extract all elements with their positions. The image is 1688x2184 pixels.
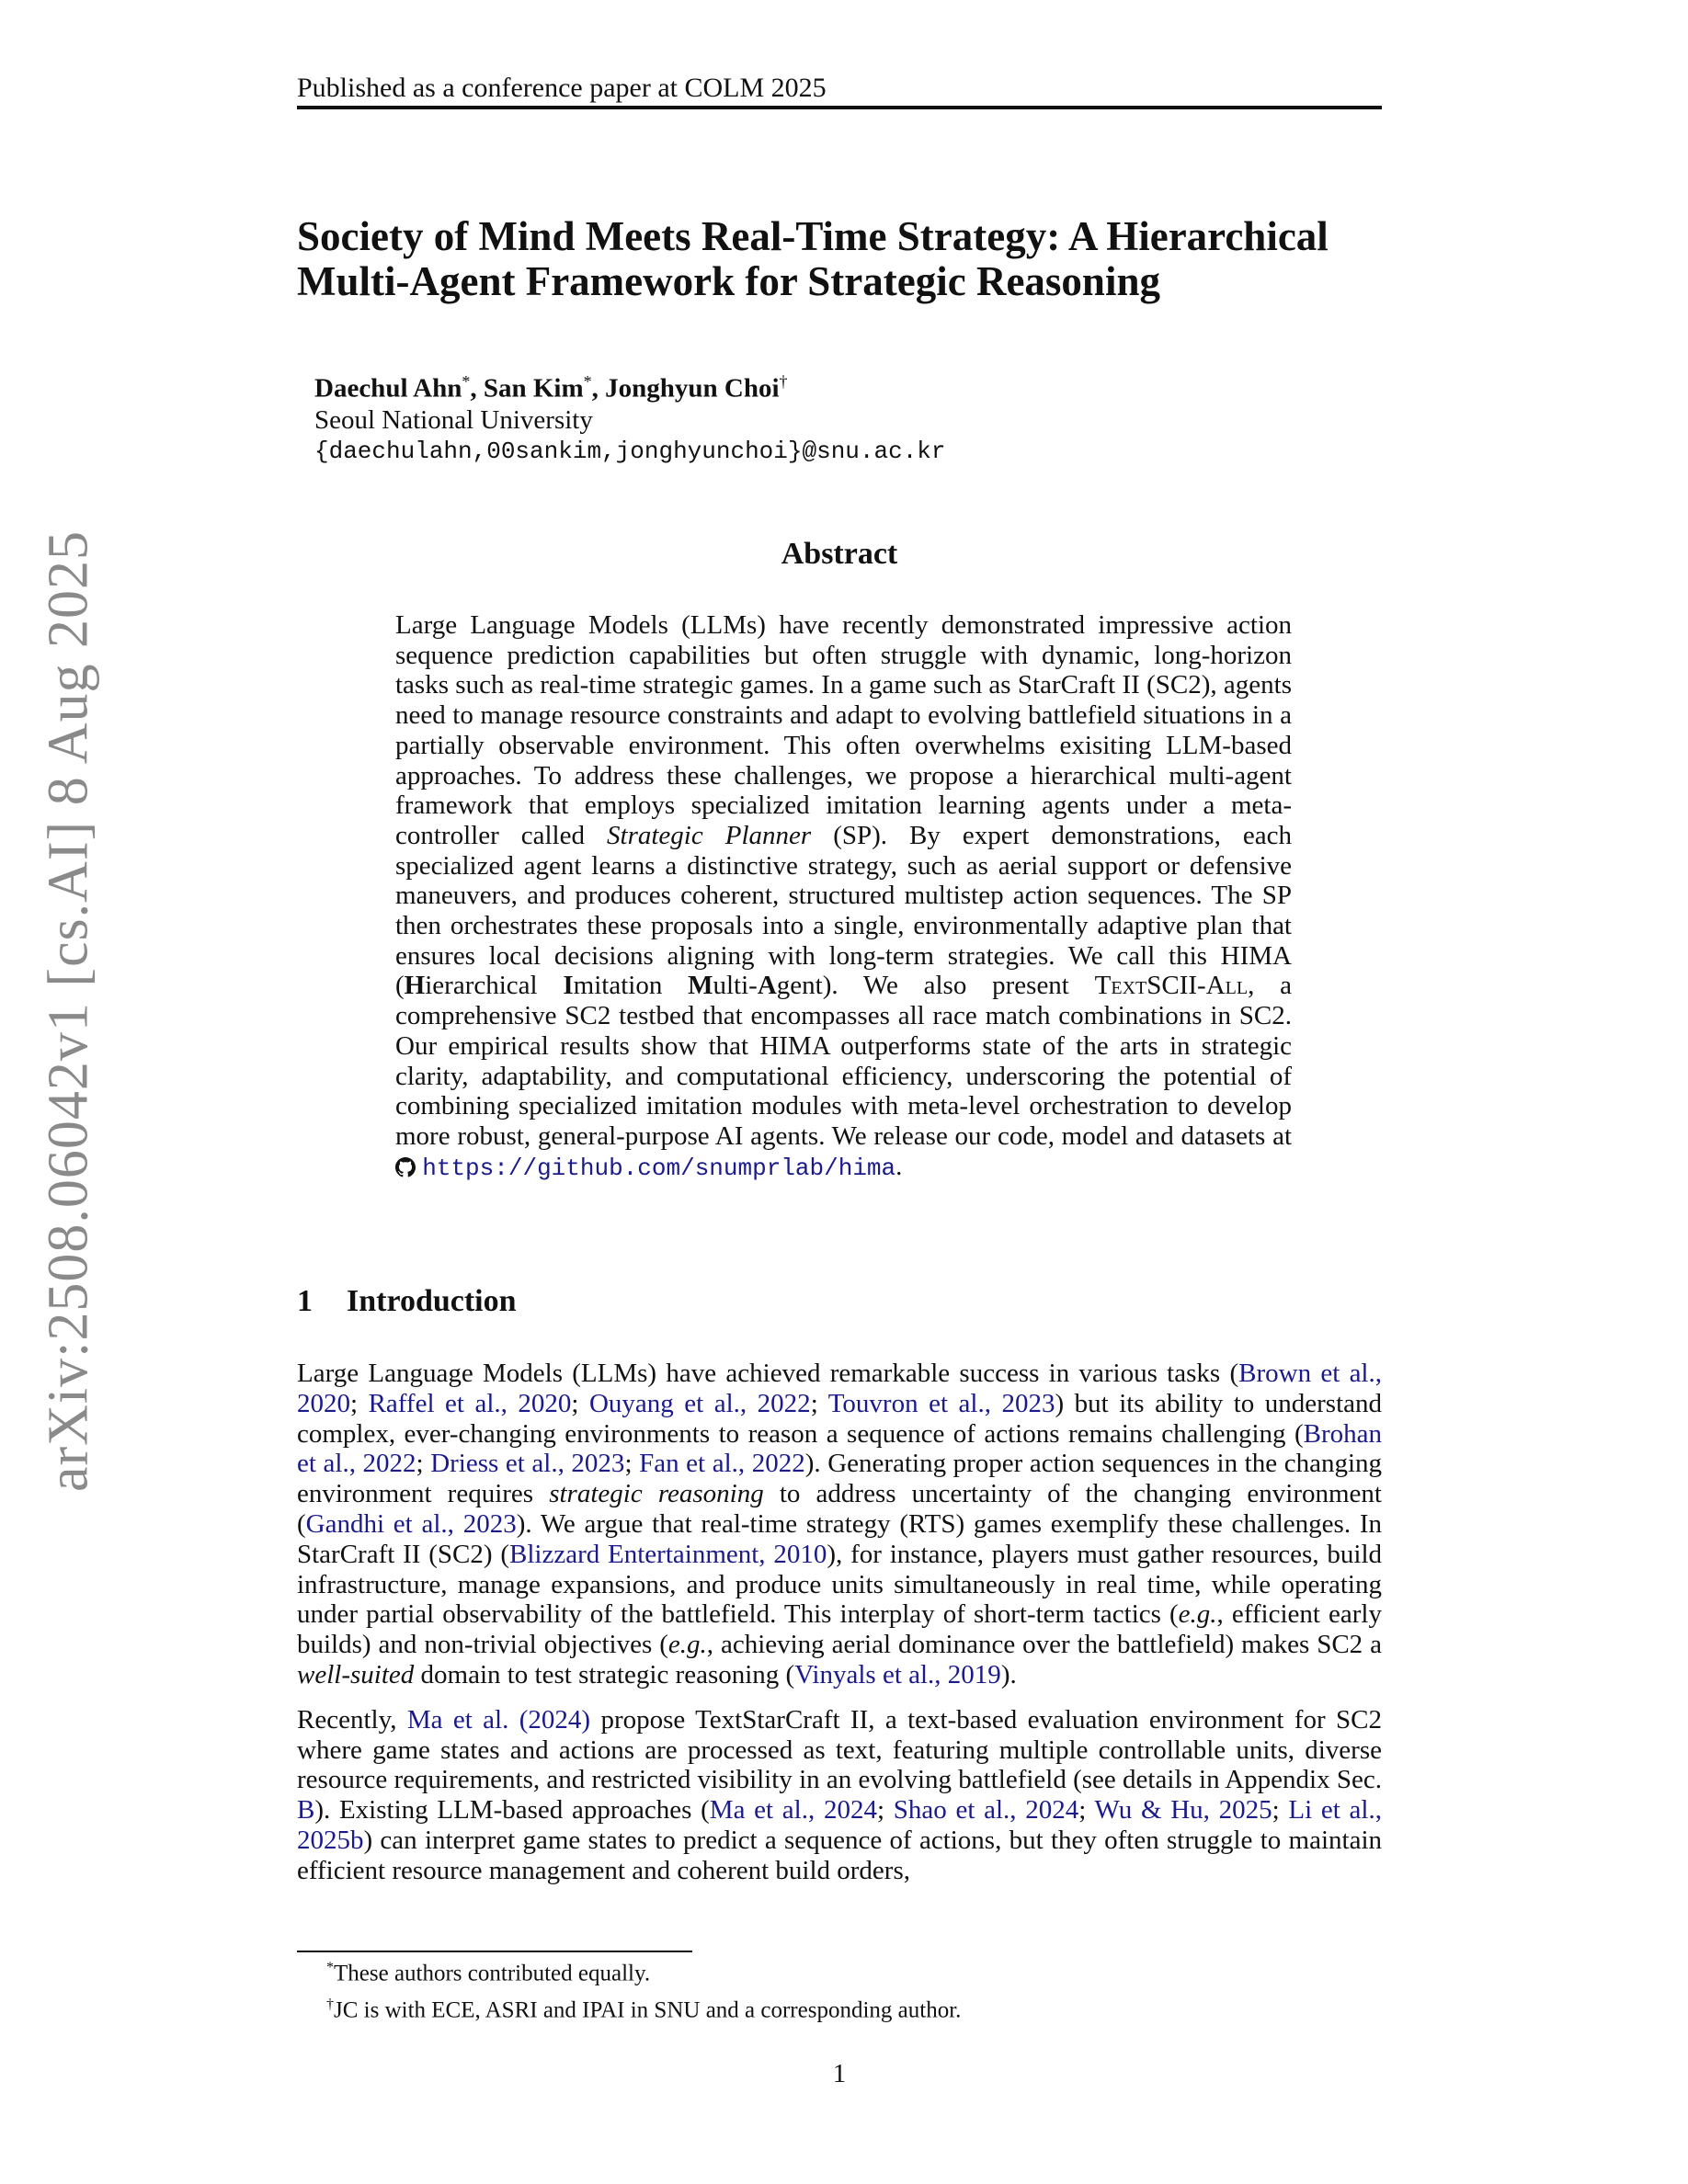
body-text: , achieving aerial dominance over the battlefield) makes SC2 a (706, 1630, 1382, 1660)
body-text: ; (571, 1388, 589, 1418)
abstract-text: . (895, 1151, 903, 1181)
citation-link[interactable]: Fan et al., 2022 (639, 1449, 805, 1479)
section-title: Introduction (347, 1284, 517, 1318)
body-text: ). We argue that real-time strategy (RTS) games exemplify these challenges. In StarCraft II (SC2) ( (297, 1508, 1383, 1569)
equal-contribution-mark: * (583, 372, 592, 391)
footnote-text: JC is with ECE, ASRI and IPAI in SNU and a corresponding author. (334, 1997, 962, 2023)
affiliation: Seoul National University (314, 404, 593, 435)
citation-link[interactable]: Wu & Hu, 2025 (1094, 1795, 1272, 1826)
body-text: ; (876, 1795, 894, 1826)
body-text: ; (624, 1449, 640, 1479)
body-text: propose TextStarCraft II, a text-based evaluation environment for SC2 where game states and actions are processed as text, featuring multiple controllable units, diverse resource requirements, and restricted visibility in an evolving battlefield (see details in Appendix Sec. (297, 1704, 1382, 1795)
emphasis: e.g. (1178, 1599, 1217, 1630)
author-emails[interactable]: {daechulahn,00sankim,jonghyunchoi}@snu.ac.kr (314, 437, 946, 465)
citation-link[interactable]: Vinyals et al., 2019 (794, 1659, 1001, 1689)
footnote-2 (326, 1989, 1338, 2026)
footnote-text: These authors contributed equally. (334, 1961, 651, 1986)
page-number: 1 (832, 2059, 847, 2088)
emphasis: e.g. (667, 1630, 707, 1660)
footnotes (326, 1952, 1338, 2027)
citation-link[interactable]: Blizzard Entertainment, 2010 (509, 1539, 827, 1569)
emphasis: well-suited (297, 1659, 415, 1689)
citation-link[interactable]: Driess et al., 2023 (430, 1449, 625, 1479)
abstract-heading: Abstract (781, 537, 898, 571)
citation-link[interactable]: Ouyang et al., 2022 (588, 1388, 811, 1418)
acronym-letter: A (757, 971, 777, 1001)
body-text: ; (350, 1388, 369, 1418)
body-text: Recently, (297, 1704, 407, 1735)
paper-title (297, 214, 1382, 304)
body-text: ). Generating proper action sequences in the changing environment requires (297, 1449, 1383, 1509)
section-heading (297, 1284, 1382, 1319)
abstract-body (395, 610, 1292, 1183)
body-text: to address uncertainty of the changing environment ( (297, 1479, 1382, 1539)
acronym-letter: H (404, 971, 426, 1001)
abstract-text: , a comprehensive SC2 testbed that encompasses all race match combinations in SC2. Our empirical results show that HIMA outperforms state of the arts in strategic clarity, adaptability, and computational efficiency, underscoring the potential of combining specialized imitation modules with meta-level orchestration to develop more robust, general-purpose AI agents. We release our code, model and datasets at (395, 971, 1293, 1151)
author-3: Jonghyun Choi (605, 373, 780, 404)
abstract-text: ierarchical (425, 971, 564, 1001)
citation-link[interactable]: Brohan et al., 2022 (297, 1418, 1382, 1479)
body-text: ; (810, 1388, 828, 1418)
acronym-letter: I (563, 971, 574, 1001)
abstract-text: ulti- (713, 971, 758, 1001)
corresponding-author-mark: † (779, 372, 788, 391)
abstract-text: mitation (573, 971, 689, 1001)
github-icon (395, 1152, 416, 1181)
paragraph (297, 1705, 1382, 1886)
citation-link[interactable]: Raffel et al., 2020 (368, 1388, 572, 1418)
body-text: ; (416, 1449, 431, 1479)
running-header: Published as a conference paper at COLM 2025 (297, 73, 827, 103)
abstract-text: ). We also present (822, 971, 1095, 1001)
author-1: Daechul Ahn (314, 373, 462, 404)
emphasis: strategic reasoning (549, 1479, 764, 1509)
testbed-name: TextSCII-All (1094, 971, 1249, 1001)
citation-link[interactable]: Shao et al., 2024 (893, 1795, 1079, 1826)
citation-link[interactable]: Ma et al., 2024 (709, 1795, 877, 1826)
author-names: Daechul Ahn*, San Kim*, Jonghyun Choi† (314, 372, 788, 404)
body-text: domain to test strategic reasoning ( (414, 1659, 795, 1689)
body-text: ). Existing LLM-based approaches ( (314, 1795, 710, 1826)
body-text: ). (1000, 1659, 1017, 1689)
introduction-body (297, 1359, 1382, 1901)
citation-link[interactable]: Touvron et al., 2023 (827, 1388, 1055, 1418)
abstract-text: Large Language Models (LLMs) have recently demonstrated impressive action sequence prediction capabilities but often struggle with dynamic, long-horizon tasks such as real-time strategic games. In a game such as StarCraft II (SC2), agents need to manage resource constraints and adapt to evolving battlefield situations in a partially observable environment. This often overwhelms exisiting LLM-based approaches. To address these challenges, we propose a hierarchical multi-agent framework that employs specialized imitation learning agents under a meta-controller called (395, 610, 1292, 850)
paragraph (297, 1359, 1382, 1690)
body-text: Large Language Models (LLMs) have achieved remarkable success in various tasks ( (297, 1359, 1239, 1388)
citation-link[interactable]: Gandhi et al., 2023 (305, 1508, 517, 1539)
citation-link[interactable]: Ma et al. (2024) (406, 1704, 591, 1735)
title-line-1: Society of Mind Meets Real-Time Strategy: A Hierarchical (297, 213, 1329, 259)
author-block (314, 366, 1326, 467)
footnote-1 (326, 1952, 1338, 1989)
title-line-2: Multi-Agent Framework for Strategic Reasoning (297, 258, 1160, 304)
arxiv-stamp: arXiv:2508.06042v1 [cs.AI] 8 Aug 2025 (37, 529, 100, 1493)
body-text: ; (1272, 1795, 1289, 1826)
body-text: , efficient early builds) and non-trivial objectives ( (297, 1599, 1382, 1660)
appendix-link[interactable]: B (297, 1795, 315, 1826)
equal-contribution-mark: * (462, 372, 471, 391)
acronym-letter: M (688, 971, 713, 1001)
abstract-emphasis: Strategic Planner (607, 820, 812, 850)
abstract-text: (SP). By expert demonstrations, each specialized agent learns a distinctive strategy, such as aerial support or defensive maneuvers, and produces coherent, structured multistep action sequences. The SP then orchestrates these proposals into a single, environmentally adaptive plan that ensures local decisions aligning with long-term strategies. We call this HIMA ( (395, 820, 1292, 1001)
section-number: 1 (297, 1284, 313, 1318)
body-text: ) can interpret game states to predict a sequence of actions, but they often struggle to maintain efficient resource management and coherent build orders, (297, 1825, 1382, 1885)
citation-link[interactable]: Li et al., 2025b (297, 1795, 1382, 1855)
citation-link[interactable]: Brown et al., 2020 (297, 1359, 1382, 1418)
author-2: San Kim (483, 373, 584, 404)
footnote-mark: † (326, 1996, 334, 2013)
body-text: ), for instance, players must gather resources, build infrastructure, manage expansions, and produce units simultaneously in real time, while operating under partial observability of the battlefield. This interplay of short-term tactics ( (297, 1539, 1382, 1630)
body-text: ) but its ability to understand complex, ever-changing environments to reason a sequence of actions remains challenging ( (297, 1388, 1383, 1449)
header-rule (297, 106, 1382, 109)
footnote-mark: * (326, 1960, 334, 1975)
abstract-text: gent (776, 971, 823, 1001)
body-text: ; (1078, 1795, 1095, 1826)
repo-link[interactable]: https://github.com/snumprlab/hima (422, 1154, 896, 1182)
